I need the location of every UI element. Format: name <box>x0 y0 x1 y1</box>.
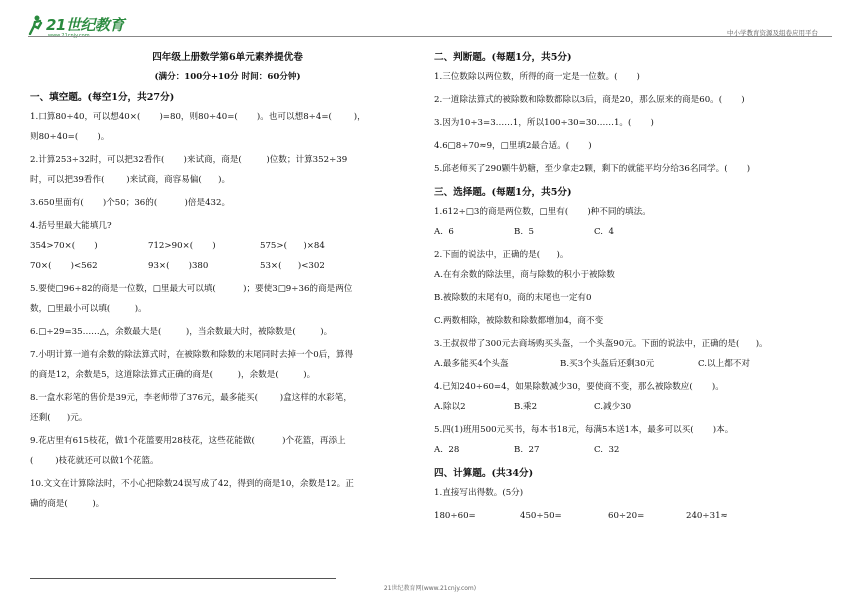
option-a: A. 6 <box>434 227 454 237</box>
question-7-line-1: 7.小明计算一道有余数的除法算式时，在被除数和除数的末尾同时去掉一个0后，算得 <box>30 350 354 360</box>
judge-4: 4.6□8÷70≈9，□里填2最合适。( ) <box>434 141 592 151</box>
question-10-line-2: 确的商是( )。 <box>30 499 105 509</box>
site-logo <box>26 14 124 39</box>
right-column <box>434 52 844 522</box>
section-fill-blank: 一、填空题。(每空1分，共27分) <box>30 92 175 103</box>
question-9-line-2: ( )枝花就还可以做1个花篮。 <box>30 456 159 466</box>
calc-1: 1.直接写出得数。(5分) <box>434 488 524 498</box>
option-b: B.买3个头盔后还剩30元 <box>560 359 655 369</box>
section-judgement: 二、判断题。(每题1分，共5分) <box>434 52 572 63</box>
question-4-row-1 <box>30 241 425 252</box>
choice-5: 5.四(1)班用500元买书，每本书18元，每满5本送1本，最多可以买( )本。 <box>434 425 734 435</box>
runner-logo-icon <box>26 15 44 35</box>
choice-4: 4.已知240÷60=4，如果除数减少30，要使商不变，那么被除数应( )。 <box>434 382 724 392</box>
question-9-line-1: 9.花店里有615枝花，做1个花篮要用28枝花，这些花能做( )个花篮，再添上 <box>30 436 346 446</box>
question-3: 3.650里面有( )个50；36的( )倍是432。 <box>30 198 231 208</box>
option-c: C.减少30 <box>594 402 632 412</box>
q4-item: 575>( )×84 <box>260 241 325 251</box>
judge-3: 3.因为10÷3=3……1，所以100÷30=30……1。( ) <box>434 118 654 128</box>
question-2-line-2: 时，可以把39看作( )来试商，商容易偏( )。 <box>30 175 231 185</box>
q4-item: 70×( )<562 <box>30 261 98 271</box>
option-b: B. 5 <box>514 227 534 237</box>
question-10-line-1: 10.文文在计算除法时，不小心把除数24误写成了42，得到的商是10，余数是12。正 <box>30 479 354 489</box>
question-5-line-1: 5.要使□96÷82的商是一位数，□里最大可以填( )；要使3□9÷36的商是两位 <box>30 284 353 294</box>
option-c: C. 32 <box>594 445 620 455</box>
header-platform-text: 中小学教育资源及组卷应用平台 <box>727 29 818 37</box>
q4-item: 712>90×( ) <box>148 241 216 251</box>
header-divider <box>28 36 832 37</box>
q4-item: 93×( )380 <box>148 261 209 271</box>
choice-3-options <box>434 359 844 370</box>
choice-4-options <box>434 402 844 413</box>
logo-url: www.21cnjy.com <box>48 33 90 39</box>
left-column <box>30 52 425 510</box>
option-a: A.在有余数的除法里，商与除数的积小于被除数 <box>434 270 615 280</box>
question-1-line-2: 则80÷40=( )。 <box>30 132 110 142</box>
logo-text: 21世纪教育 <box>46 16 124 34</box>
q4-item: 53×( )<302 <box>260 261 325 271</box>
question-2-line-1: 2.计算253÷32时，可以把32看作( )来试商，商是( )位数；计算352÷39 <box>30 155 348 165</box>
q4-item: 354>70×( ) <box>30 241 98 251</box>
choice-1-options <box>434 227 844 238</box>
calc-1-items <box>434 511 844 522</box>
footer-text: 21世纪教育网(www.21cnjy.com) <box>383 585 477 592</box>
option-a: A.除以2 <box>434 402 466 412</box>
judge-2: 2.一道除法算式的被除数和除数都除以3后，商是20，那么原来的商是60。( ) <box>434 95 745 105</box>
judge-1: 1.三位数除以两位数，所得的商一定是一位数。( ) <box>434 72 640 82</box>
question-6: 6.□÷29=35……△，余数最大是( )，当余数最大时，被除数是( )。 <box>30 327 333 337</box>
calc-item: 60÷20= <box>608 511 645 521</box>
option-a: A. 28 <box>434 445 460 455</box>
calc-item: 450÷50= <box>520 511 562 521</box>
question-7-line-2: 的商是12，余数是5，这道除法算式正确的商是( )，余数是( )。 <box>30 370 316 380</box>
exam-title: 四年级上册数学第6单元素养提优卷 <box>152 52 303 63</box>
choice-2: 2.下面的说法中，正确的是( )。 <box>434 250 569 260</box>
question-1-line-1: 1.口算80÷40，可以想40×( )=80，则80÷40=( )。也可以想8÷4=( )， <box>30 112 366 122</box>
option-b: B.被除数的末尾有0，商的末尾也一定有0 <box>434 293 592 303</box>
calc-item: 240÷31≈ <box>686 511 728 521</box>
calc-item: 180÷60= <box>434 511 476 521</box>
footer-divider <box>30 578 336 579</box>
option-b: B.乘2 <box>514 402 538 412</box>
choice-3: 3.王叔叔带了300元去商场购买头盔，一个头盔90元。下面的说法中，正确的是( )。 <box>434 339 768 349</box>
judge-5: 5.邱老师买了290颗牛奶糖，至少拿走2颗，剩下的就能平均分给36名同学。( ) <box>434 164 751 174</box>
exam-subtitle: (满分：100分+10分 时间：60分钟) <box>154 72 301 82</box>
option-c: C.两数相除，被除数和除数都增加4，商不变 <box>434 316 604 326</box>
question-4: 4.括号里最大能填几? <box>30 221 112 231</box>
option-a: A.最多能买4个头盔 <box>434 359 509 369</box>
choice-1: 1.612÷□3的商是两位数，□里有( )种不同的填法。 <box>434 207 651 217</box>
option-c: C.以上都不对 <box>698 359 750 369</box>
section-calculation: 四、计算题。(共34分) <box>434 468 534 479</box>
question-5-line-2: 数，□里最小可以填( )。 <box>30 304 147 314</box>
option-c: C. 4 <box>594 227 614 237</box>
question-8-line-2: 还剩( )元。 <box>30 413 88 423</box>
section-choice: 三、选择题。(每题1分，共5分) <box>434 187 572 198</box>
question-4-row-2 <box>30 261 425 272</box>
option-b: B. 27 <box>514 445 540 455</box>
question-8-line-1: 8.一盒水彩笔的售价是39元，李老师带了376元，最多能买( )盒这样的水彩笔， <box>30 393 352 403</box>
choice-5-options <box>434 445 844 456</box>
